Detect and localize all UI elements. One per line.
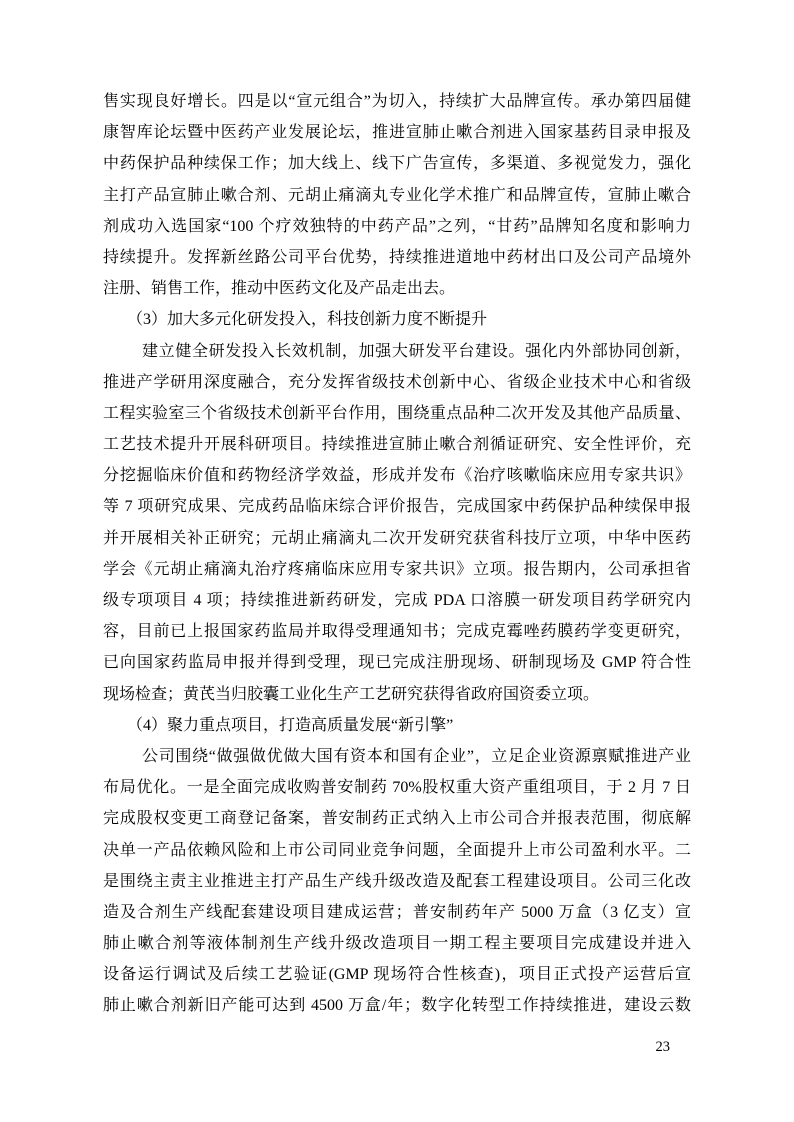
text-line: 现场检查；黄芪当归胶囊工业化生产工艺研究获得省政府国资委立项。 <box>103 685 600 703</box>
text-line: 中药保护品种续保工作；加大线上、线下广告宣传，多渠道、多视觉发力，强化 <box>103 155 691 173</box>
text-line: （4）聚力重点项目，打造高质量发展“新引擎” <box>127 716 454 734</box>
text-line: 分挖掘临床价值和药物经济学效益，形成并发布《治疗咳嗽临床应用专家共识》 <box>103 467 691 485</box>
text-line: 等 7 项研究成果、完成药品临床综合评价报告，完成国家中药保护品种续保申报 <box>103 498 691 516</box>
text-line: 注册、销售工作，推动中医药文化及产品走出去。 <box>103 280 456 298</box>
text-line: （3）加大多元化研发投入，科技创新力度不断提升 <box>127 311 488 329</box>
text-line: 容，目前已上报国家药监局并取得受理通知书；完成克霉唑药膜药学变更研究， <box>103 623 691 641</box>
text-line: 完成股权变更工商登记备案，普安制药正式纳入上市公司合并报表范围，彻底解 <box>103 810 691 828</box>
text-line: 设备运行调试及后续工艺验证(GMP 现场符合性核查)，项目正式投产运营后宣 <box>103 966 691 984</box>
text-line: 公司围绕“做强做优做大国有资本和国有企业”，立足企业资源禀赋推进产业 <box>142 747 691 765</box>
text-line: 工程实验室三个省级技术创新平台作用，围绕重点品种二次开发及其他产品质量、 <box>103 404 691 422</box>
text-line: 级专项项目 4 项；持续推进新药研发，完成 PDA 口溶膜一研发项目药学研究内 <box>103 592 691 609</box>
text-line: 造及合剂生产线配套建设项目建成运营；普安制药年产 5000 万盒（3 亿支）宣 <box>103 903 691 921</box>
page-body-text <box>103 86 691 1022</box>
text-line: 剂成功入选国家“100 个疗效独特的中药产品”之列，“甘药”品牌知名度和影响力 <box>103 217 691 235</box>
text-line: 推进产学研用深度融合，充分发挥省级技术创新中心、省级企业技术中心和省级 <box>103 373 691 391</box>
text-line: 是围绕主责主业推进主打产品生产线升级改造及配套工程建设项目。公司三化改 <box>103 872 691 890</box>
text-line: 售实现良好增长。四是以“宣元组合”为切入，持续扩大品牌宣传。承办第四届健 <box>103 93 691 110</box>
text-line: 持续提升。发挥新丝路公司平台优势，持续推进道地中药材出口及公司产品境外 <box>103 248 691 266</box>
text-line: 康智库论坛暨中医药产业发展论坛，推进宣肺止嗽合剂进入国家基药目录申报及 <box>103 124 691 142</box>
text-line: 建立健全研发投入长效机制，加强大研发平台建设。强化内外部协同创新， <box>142 342 691 360</box>
text-line: 并开展相关补正研究；元胡止痛滴丸二次开发研究获省科技厅立项，中华中医药 <box>103 529 691 547</box>
text-line: 决单一产品依赖风险和上市公司同业竞争问题，全面提升上市公司盈利水平。二 <box>103 841 691 859</box>
text-line: 主打产品宣肺止嗽合剂、元胡止痛滴丸专业化学术推广和品牌宣传，宣肺止嗽合 <box>103 186 691 204</box>
text-line: 肺止嗽合剂等液体制剂生产线升级改造项目一期工程主要项目完成建设并进入 <box>103 935 691 953</box>
page-number: 23 <box>655 1039 670 1055</box>
text-line: 肺止嗽合剂新旧产能可达到 4500 万盒/年；数字化转型工作持续推进，建设云数 <box>103 997 691 1015</box>
text-line: 布局优化。一是全面完成收购普安制药 70%股权重大资产重组项目，于 2 月 7 日 <box>103 779 691 797</box>
text-line: 已向国家药监局申报并得到受理，现已完成注册现场、研制现场及 GMP 符合性 <box>103 654 691 672</box>
text-line: 工艺技术提升开展科研项目。持续推进宣肺止嗽合剂循证研究、安全性评价，充 <box>103 436 691 454</box>
text-line: 学会《元胡止痛滴丸治疗疼痛临床应用专家共识》立项。报告期内，公司承担省 <box>103 560 691 578</box>
